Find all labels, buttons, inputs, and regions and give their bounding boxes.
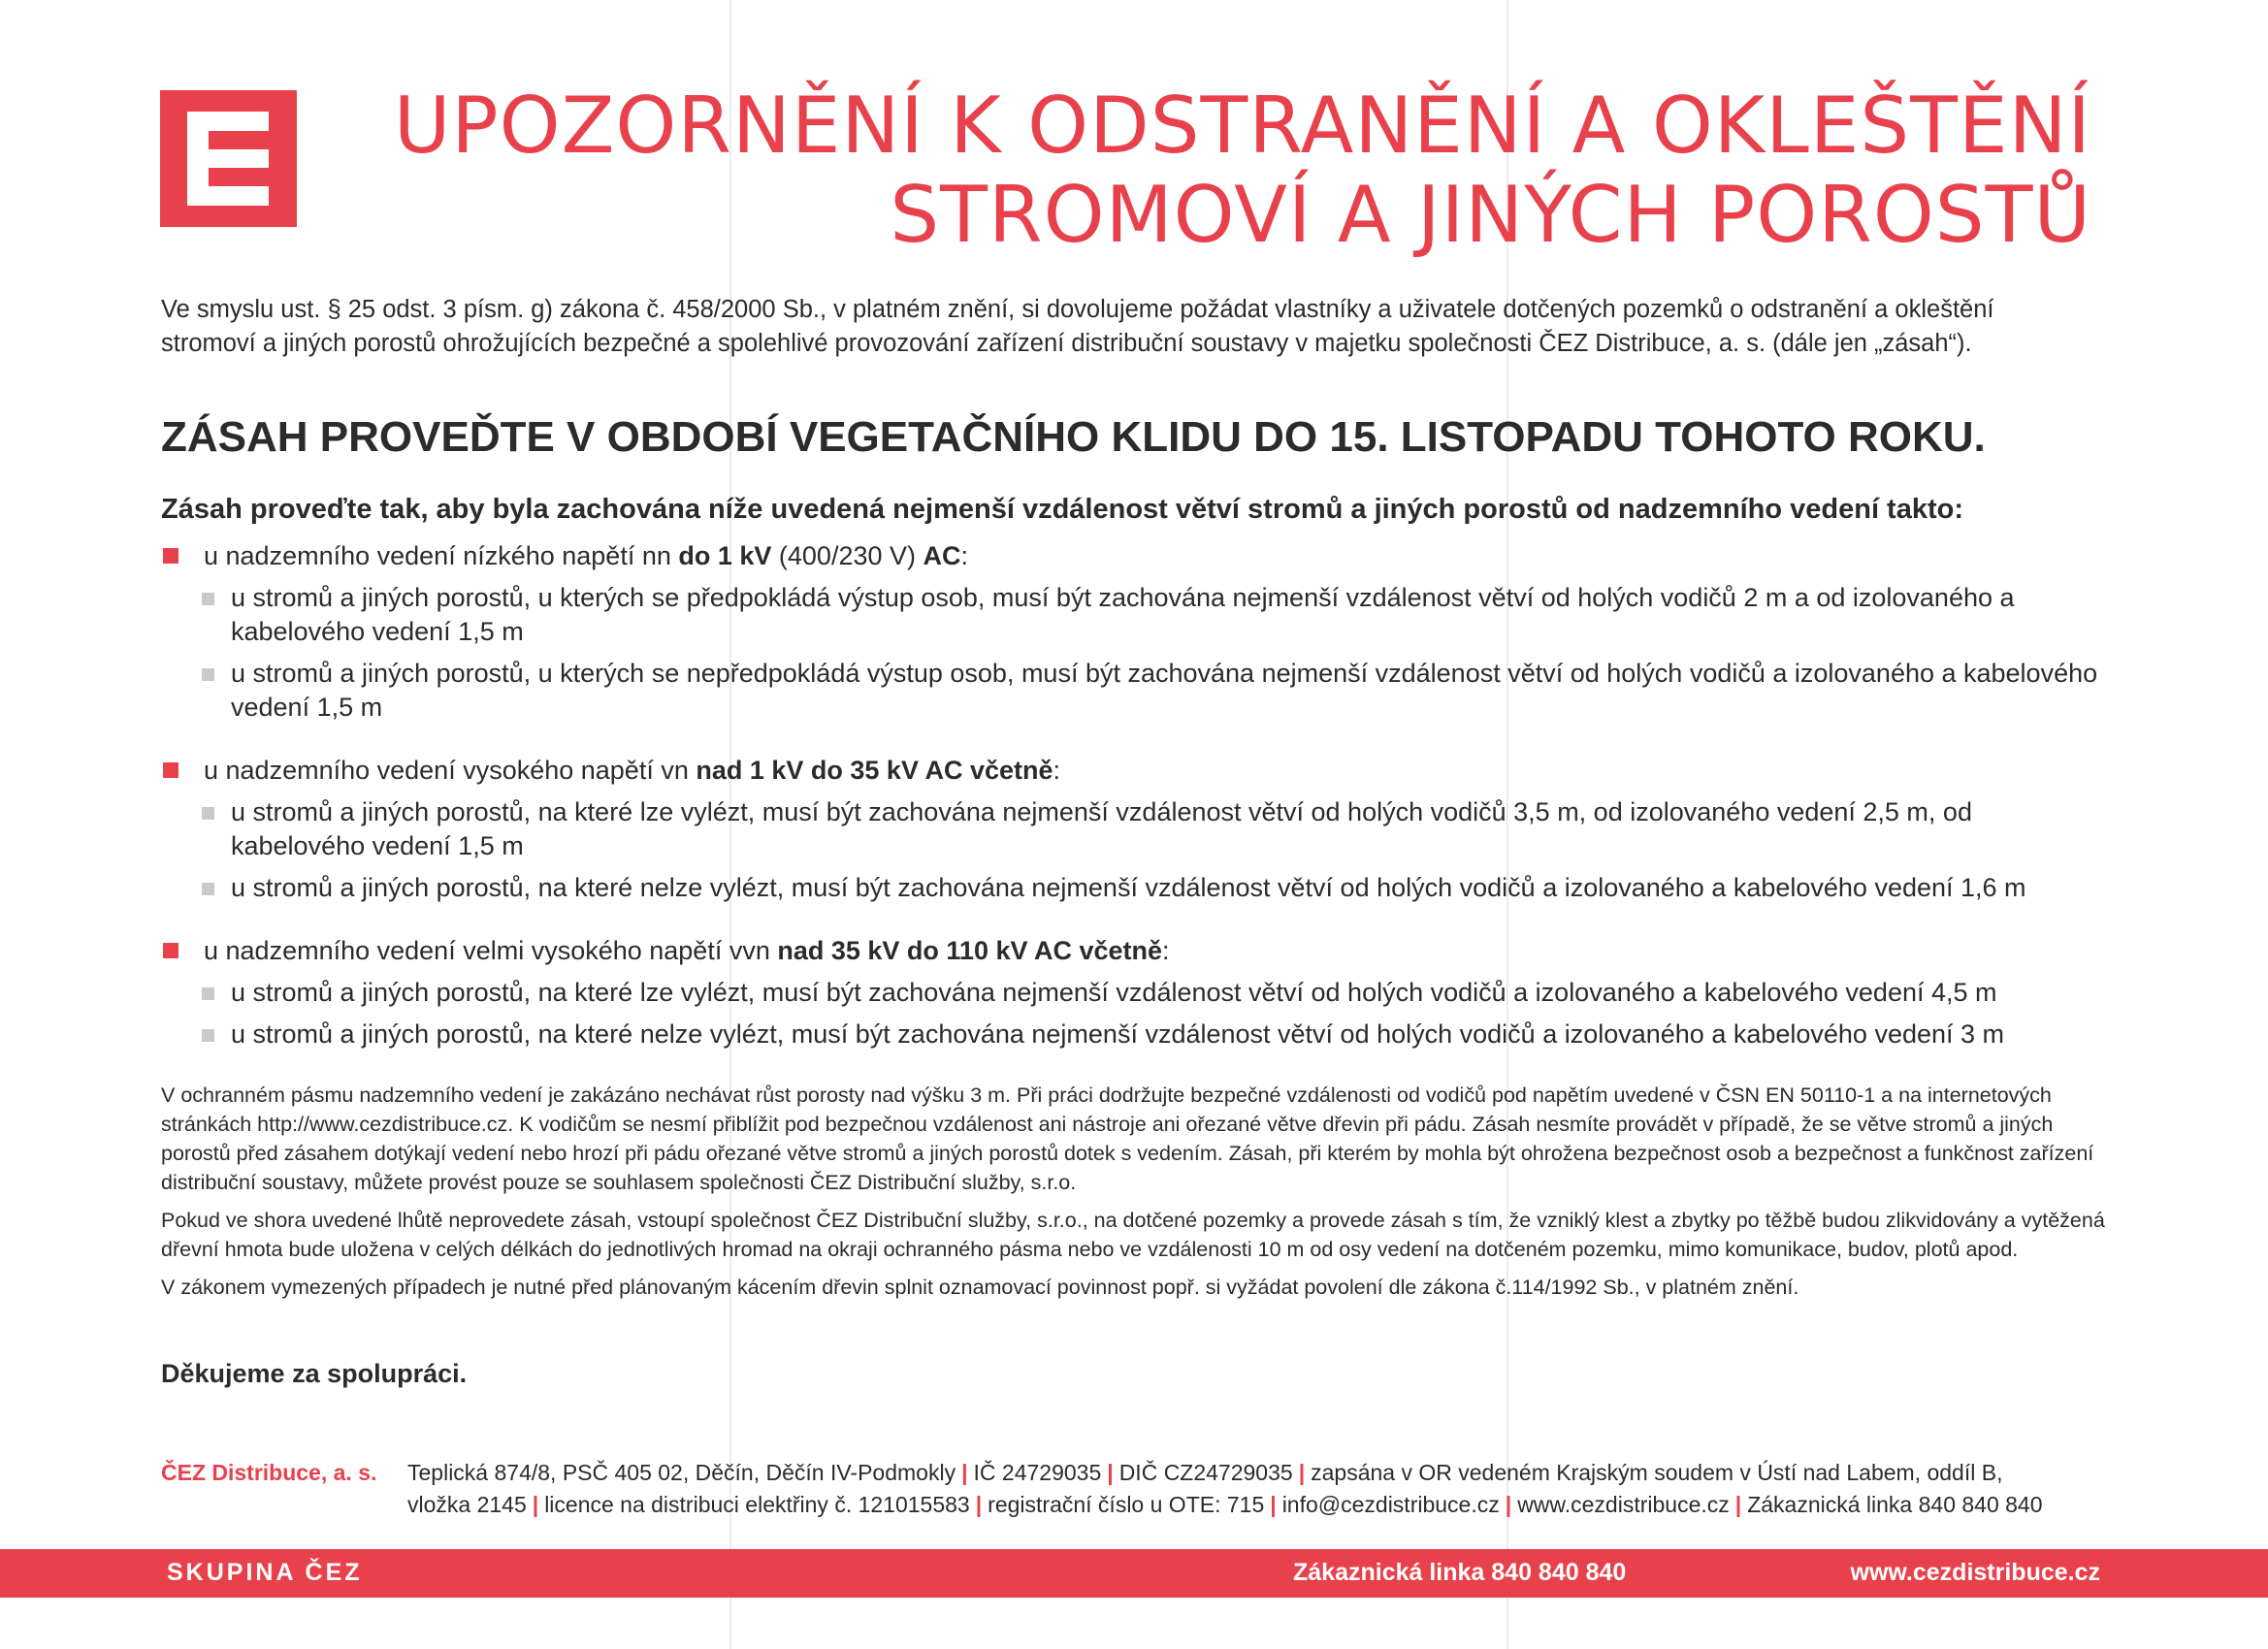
section-heading-voltage: nad 35 kV do 110 kV AC včetně: [777, 936, 1163, 965]
list-item-text: u stromů a jiných porostů, na které lze vylézt, musí být zachována nejmenší vzdálenost větví od holých vodičů a izolovaného a kabelového vedení 4,5 m: [231, 978, 1997, 1007]
section-heading-text: u nadzemního vedení vysokého napětí vn: [204, 756, 697, 785]
notes-block: [161, 1081, 2111, 1310]
footer-separator: |: [1270, 1492, 1277, 1517]
title-line-2: STROMOVÍ A JINÝCH POROSTŮ: [890, 170, 2091, 260]
list-item: [161, 976, 2111, 1010]
list-item-text: u stromů a jiných porostů, u kterých se předpokládá výstup osob, musí být zachována nejmenší vzdálenost větví od holých vodičů 2 m a od izolovaného a kabelového vedení 1,5 m: [231, 583, 2015, 646]
list-item: [161, 871, 2111, 905]
note-paragraph: V zákonem vymezených případech je nutné před plánovaným kácením dřevin splnit oznamovací povinnost popř. si vyžádat povolení dle zákona č.114/1992 Sb., v platném znění.: [161, 1276, 1799, 1299]
footer-email-link[interactable]: info@cezdistribuce.cz: [1281, 1492, 1500, 1517]
footer-address-text: Teplická 874/8, PSČ 405 02, Děčín, Děčín IV-Podmokly: [407, 1460, 956, 1485]
cez-logo-icon: [160, 90, 297, 227]
page-title: [394, 81, 2091, 260]
section-heading-text: u nadzemního vedení velmi vysokého napětí vvn: [204, 936, 778, 965]
voltage-section-vvn: [161, 934, 2111, 1051]
section-heading: [161, 539, 2111, 573]
footer-separator: |: [961, 1460, 968, 1485]
red-square-bullet-icon: [163, 762, 178, 778]
cez-logo-mark: [160, 90, 297, 227]
section-heading: [161, 934, 2111, 968]
footer-line-2: [407, 1489, 2095, 1521]
note-paragraph: V ochranném pásmu nadzemního vedení je zakázáno nechávat růst porosty nad výšku 3 m. Při práci dodržujte bezpečné vzdálenosti od vodičů pod napětím uvedené v ČSN EN 50110-1 a na internetových stránkách http://www.cezdistribuce.cz. K vodičům se nesmí přiblížit pod bezpečnou vzdálenost ani nástroje ani ořezané větve dřevin při pádu. Zásah nesmíte provádět v případě, že se větve stromů a jiných porostů před zásahem dotýkají vedení nebo hrozí při pádu ořezané větve stromů a jiných porostů dotek s vedením. Zásah, při kterém by mohla být ohrožena bezpečnost osob a bezpečnost a funkčnost zařízení distribuční soustavy, můžete provést pouze se souhlasem společnosti ČEZ Distribuční služby, s.r.o.: [161, 1083, 2094, 1194]
deadline-headline: ZÁSAH PROVEĎTE V OBDOBÍ VEGETAČNÍHO KLIDU DO 15. LISTOPADU TOHOTO ROKU.: [161, 413, 1986, 461]
grey-square-bullet-icon: [202, 1029, 214, 1042]
intro-paragraph: Ve smyslu ust. § 25 odst. 3 písm. g) zákona č. 458/2000 Sb., v platném znění, si dovolujeme požádat vlastníky a uživatele dotčených pozemků o odstranění a okleštění stromoví a jiných porostů ohrožujících bezpečné a spolehlivé provozování zařízení distribuční soustavy v majetku společnosti ČEZ Distribuce, a. s. (dále jen „zásah“).: [161, 296, 1994, 357]
distance-subheading: Zásah proveďte tak, aby byla zachována níže uvedená nejmenší vzdálenost větví stromů a jiných porostů od nadzemního vedení takto:: [161, 494, 1963, 525]
section-heading-voltage: do 1 kV: [678, 541, 772, 570]
footer-registry: zapsána v OR vedeném Krajským soudem v Ústí nad Labem, oddíl B,: [1311, 1460, 2003, 1485]
note-paragraph: Pokud ve shora uvedené lhůtě neprovedete zásah, vstoupí společnost ČEZ Distribuční služby, s.r.o., na dotčené pozemky a provede zásah s tím, že vzniklý klest a zbytky po těžbě budou zlikvidovány a vytěžená dřevní hmota bude uložena v celých délkách do jednotlivých hromad na okraji ochranného pásma nebo ve vzdálenosti 10 m od osy vedení na dotčeném pozemku, mimo komunikace, budov, plotů apod.: [161, 1209, 2105, 1261]
footer-company-name: ČEZ Distribuce, a. s.: [161, 1460, 377, 1485]
section-heading-voltage: nad 1 kV do 35 kV AC včetně: [696, 756, 1053, 785]
red-square-bullet-icon: [163, 548, 178, 564]
list-item-text: u stromů a jiných porostů, na které nelze vylézt, musí být zachována nejmenší vzdálenost větví od holých vodičů a izolovaného a kabelového vedení 3 m: [231, 1019, 2005, 1049]
footer-ic: IČ 24729035: [973, 1460, 1102, 1485]
footer-separator: |: [1734, 1492, 1742, 1517]
footer-licence: licence na distribuci elektřiny č. 121015583: [544, 1492, 970, 1517]
list-item-text: u stromů a jiných porostů, u kterých se nepředpokládá výstup osob, musí být zachována nejmenší vzdálenost větví od holých vodičů a izolovaného a kabelového vedení 1,5 m: [231, 659, 2098, 722]
footer-separator: |: [1107, 1460, 1114, 1485]
section-heading-colon: :: [1053, 756, 1061, 785]
footer-lines: [407, 1457, 2095, 1521]
footer-separator: |: [1298, 1460, 1306, 1485]
section-heading-text: u nadzemního vedení nízkého napětí nn: [204, 541, 679, 570]
section-heading-range: (400/230 V): [771, 541, 923, 570]
red-square-bullet-icon: [163, 943, 178, 958]
band-web-link[interactable]: www.cezdistribuce.cz: [1850, 1559, 2100, 1586]
footer-line-1: [407, 1457, 2095, 1489]
band-hotline: Zákaznická linka 840 840 840: [1293, 1559, 1627, 1586]
footer-hotline: Zákaznická linka 840 840 840: [1747, 1492, 2043, 1517]
list-item: [161, 795, 2111, 863]
section-heading-colon: :: [1162, 936, 1170, 965]
grey-square-bullet-icon: [202, 883, 214, 895]
grey-square-bullet-icon: [202, 668, 214, 681]
section-heading-current: AC: [923, 541, 961, 570]
voltage-section-vn: [161, 754, 2111, 905]
list-item: [161, 1018, 2111, 1051]
footer-separator: |: [532, 1492, 539, 1517]
list-item-text: u stromů a jiných porostů, na které nelze vylézt, musí být zachována nejmenší vzdálenost větví od holých vodičů a izolovaného a kabelového vedení 1,6 m: [231, 873, 2026, 902]
title-line-1: UPOZORNĚNÍ K ODSTRANĚNÍ A OKLEŠTĚNÍ: [393, 81, 2091, 171]
footer-band: [0, 1549, 2268, 1598]
footer-separator: |: [1505, 1492, 1512, 1517]
footer-web-link[interactable]: www.cezdistribuce.cz: [1517, 1492, 1730, 1517]
grey-square-bullet-icon: [202, 593, 214, 605]
footer-separator: |: [975, 1492, 983, 1517]
footer-insert: vložka 2145: [407, 1492, 527, 1517]
list-item: [161, 657, 2111, 725]
band-group-name: SKUPINA ČEZ: [167, 1559, 363, 1586]
footer-dic: DIČ CZ24729035: [1118, 1460, 1293, 1485]
list-item: [161, 581, 2111, 649]
grey-square-bullet-icon: [202, 807, 214, 820]
voltage-section-nn: [161, 539, 2111, 725]
thanks-text: Děkujeme za spolupráci.: [161, 1359, 468, 1388]
grey-square-bullet-icon: [202, 987, 214, 1000]
section-heading: [161, 754, 2111, 788]
list-item-text: u stromů a jiných porostů, na které lze vylézt, musí být zachována nejmenší vzdálenost větví od holých vodičů 3,5 m, od izolovaného vedení 2,5 m, od kabelového vedení 1,5 m: [231, 797, 1972, 860]
section-heading-colon: :: [960, 541, 969, 570]
footer-ote-number: registrační číslo u OTE: 715: [988, 1492, 1265, 1517]
